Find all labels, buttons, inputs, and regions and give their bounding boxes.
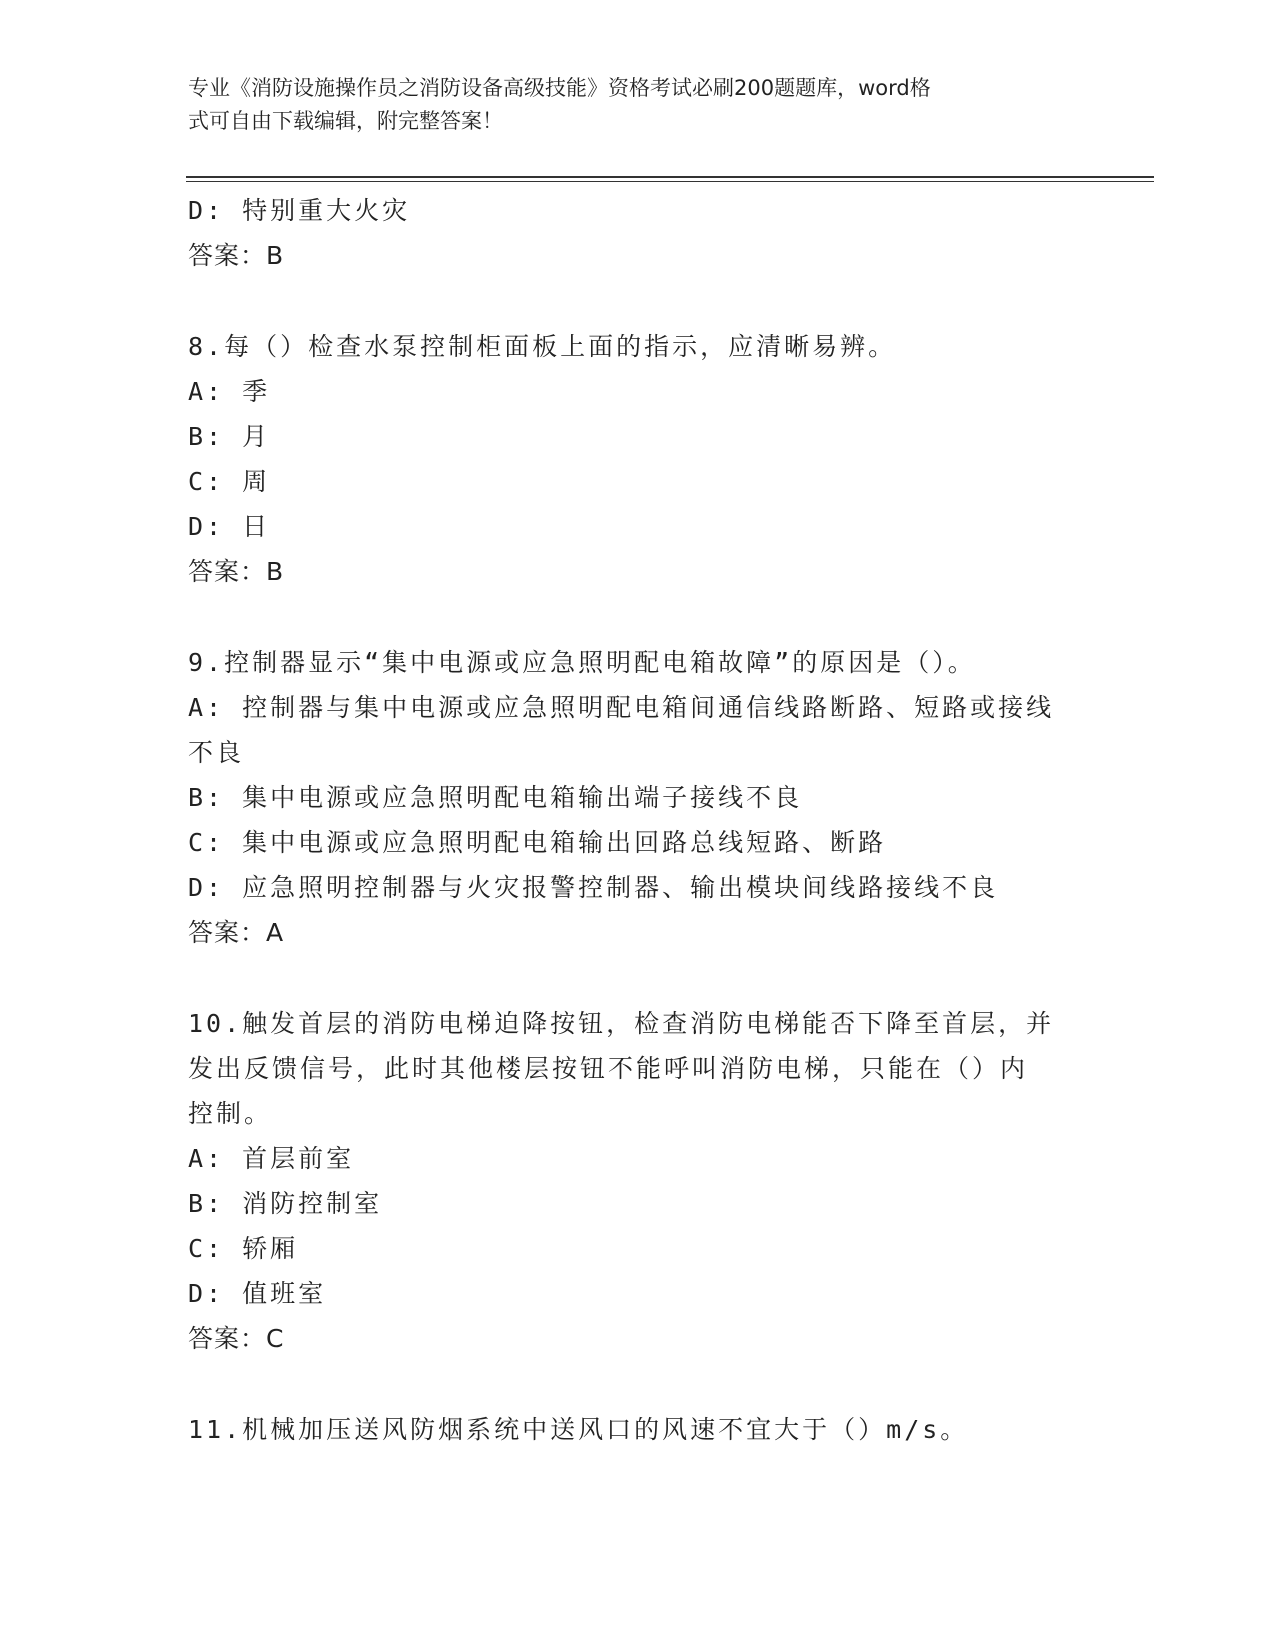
question-8-answer: 答案：B xyxy=(188,557,285,586)
spacer xyxy=(188,955,1088,1001)
spacer xyxy=(188,1361,1088,1407)
spacer xyxy=(188,278,1088,324)
question-8-text: 8.每（）检查水泵控制柜面板上面的指示，应清晰易辨。 xyxy=(188,332,897,361)
header-line-1: 专业《消防设施操作员之消防设备高级技能》资格考试必刷200题题库，word格 xyxy=(188,76,931,100)
question-8 xyxy=(188,324,1088,594)
prev-answer: 答案：B xyxy=(188,241,285,270)
header-divider-thin xyxy=(186,181,1154,182)
question-8-option-c: C: 周 xyxy=(188,467,271,496)
header-divider-thick xyxy=(186,176,1154,178)
question-9-option-a-line-1: A: 控制器与集中电源或应急照明配电箱间通信线路断路、短路或接线 xyxy=(188,693,1055,722)
question-10-text-line-2: 发出反馈信号，此时其他楼层按钮不能呼叫消防电梯，只能在（）内 xyxy=(188,1054,1029,1083)
question-9-option-a-line-2: 不良 xyxy=(188,738,245,767)
question-10-text-line-1: 10.触发首层的消防电梯迫降按钮，检查消防电梯能否下降至首层，并 xyxy=(188,1009,1055,1038)
question-9-option-d: D: 应急照明控制器与火灾报警控制器、输出模块间线路接线不良 xyxy=(188,873,999,902)
question-9-option-b: B: 集中电源或应急照明配电箱输出端子接线不良 xyxy=(188,783,803,812)
question-10 xyxy=(188,1001,1088,1361)
question-11-text: 11.机械加压送风防烟系统中送风口的风速不宜大于（）m/s。 xyxy=(188,1415,969,1444)
document-body xyxy=(188,188,1088,1452)
question-9-answer: 答案：A xyxy=(188,918,285,947)
question-8-option-d: D: 日 xyxy=(188,512,271,541)
question-10-answer: 答案：C xyxy=(188,1324,285,1353)
prev-option-d: D: 特别重大火灾 xyxy=(188,196,411,225)
question-10-option-a: A: 首层前室 xyxy=(188,1144,355,1173)
header-line-2: 式可自由下载编辑，附完整答案！ xyxy=(188,109,503,133)
document-header xyxy=(188,72,1068,138)
question-10-option-c: C: 轿厢 xyxy=(188,1234,299,1263)
question-10-option-b: B: 消防控制室 xyxy=(188,1189,383,1218)
question-9-option-c: C: 集中电源或应急照明配电箱输出回路总线短路、断路 xyxy=(188,828,887,857)
question-8-option-b: B: 月 xyxy=(188,422,271,451)
question-10-text-line-3: 控制。 xyxy=(188,1099,273,1128)
question-11 xyxy=(188,1407,1088,1452)
question-10-option-d: D: 值班室 xyxy=(188,1279,327,1308)
question-9-text: 9.控制器显示“集中电源或应急照明配电箱故障”的原因是（）。 xyxy=(188,648,976,677)
question-9 xyxy=(188,640,1088,955)
spacer xyxy=(188,594,1088,640)
question-8-option-a: A: 季 xyxy=(188,377,271,406)
